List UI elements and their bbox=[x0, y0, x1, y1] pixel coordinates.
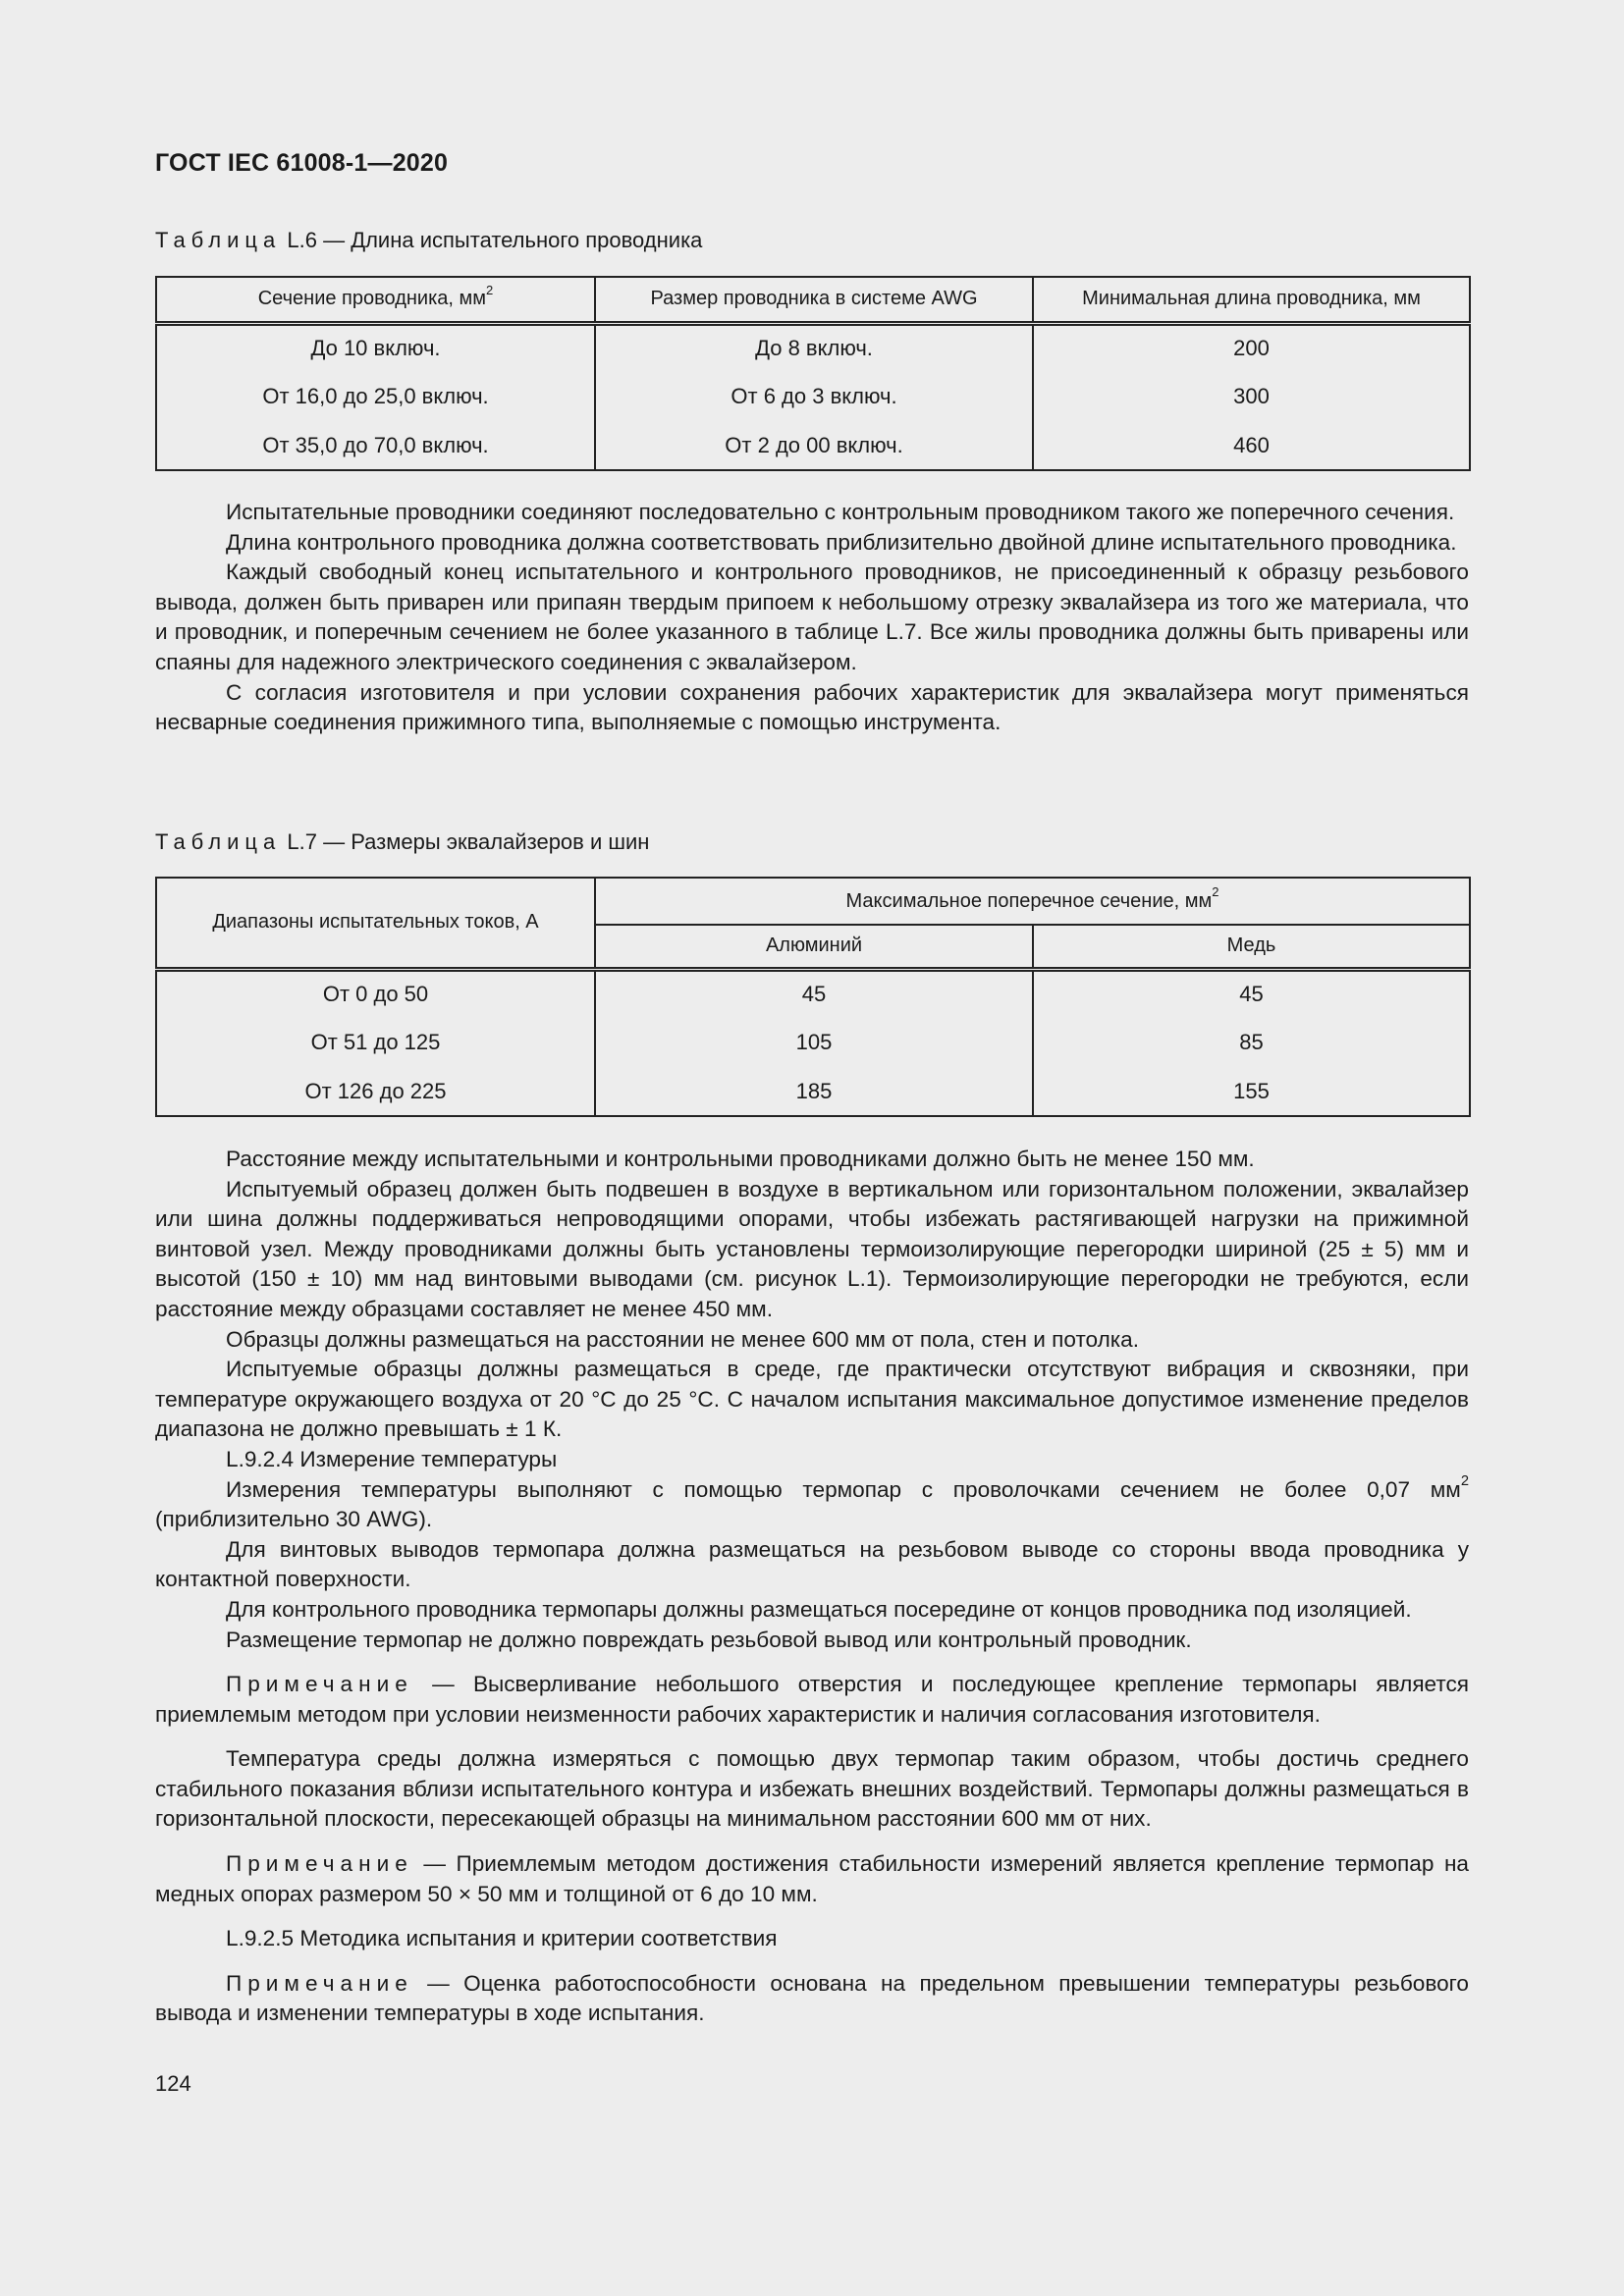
table-cell: 45 bbox=[595, 969, 1033, 1018]
table-cell: От 126 до 225 bbox=[156, 1067, 595, 1116]
table-l7-header-copper: Медь bbox=[1033, 925, 1470, 969]
table-cell: 155 bbox=[1033, 1067, 1470, 1116]
table-l6-header-section: Сечение проводника, $мм^2$ bbox=[156, 277, 595, 323]
paragraph: Испытуемый образец должен быть подвешен в воздухе в вертикальном или горизонтальном положении, эквалайзер или шина должны поддерживаться непроводящими опорами, чтобы избежать растягивающей нагрузки на прижимной винтовой узел. Между проводниками должны быть установлены термоизолирующие перегородки шириной (25 ± 5) мм и высотой (150 ± 10) мм над винтовыми выводами (см. рисунок L.1). Термоизолирующие перегородки не требуются, если расстояние между образцами составляет не менее 450 мм. bbox=[155, 1176, 1469, 1321]
table-row bbox=[156, 421, 1470, 470]
table-l7-header-aluminium: Алюминий bbox=[595, 925, 1033, 969]
document-id-header: ГОСТ IEC 61008-1—2020 bbox=[155, 149, 449, 177]
table-l6-header-length: Минимальная длина проводника, мм bbox=[1033, 277, 1470, 323]
paragraph-block-1 bbox=[155, 498, 1469, 738]
table-cell: От 35,0 до 70,0 включ. bbox=[156, 421, 595, 470]
table-cell: От 51 до 125 bbox=[156, 1018, 595, 1067]
table-l6-caption-text: L.6 — Длина испытательного проводника bbox=[287, 228, 703, 252]
section-heading: L.9.2.5 Методика испытания и критерии соответствия bbox=[226, 1926, 778, 1951]
paragraph-block-2 bbox=[155, 1145, 1469, 2029]
paragraph: Расстояние между испытательными и контрольными проводниками должно быть не менее 150 мм. bbox=[226, 1147, 1255, 1171]
table-cell: От 16,0 до 25,0 включ. bbox=[156, 372, 595, 421]
table-l7-caption-word: Таблица bbox=[155, 829, 282, 854]
table-cell: 185 bbox=[595, 1067, 1033, 1116]
table-cell: 45 bbox=[1033, 969, 1470, 1018]
table-row bbox=[156, 372, 1470, 421]
table-l6-header-awg: Размер проводника в системе AWG bbox=[595, 277, 1033, 323]
table-cell: От 6 до 3 включ. bbox=[595, 372, 1033, 421]
table-l7 bbox=[155, 877, 1471, 1117]
page-number: 124 bbox=[155, 2071, 191, 2096]
paragraph: Для винтовых выводов термопара должна размещаться на резьбовом выводе со стороны ввода проводника у контактной поверхности. bbox=[155, 1536, 1469, 1592]
table-row bbox=[156, 323, 1470, 372]
paragraph: С согласия изготовителя и при условии сохранения рабочих характеристик для эквалайзера могут применяться несварные соединения прижимного типа, выполняемые с помощью инструмента. bbox=[155, 679, 1469, 735]
table-row bbox=[156, 1018, 1470, 1067]
table-l6 bbox=[155, 276, 1471, 471]
paragraph: Измерения температуры выполняют с помощью термопар с проволочками сечением не более 0,07 $мм^2$ (приблизительно 30 AWG). bbox=[155, 1473, 1469, 1532]
paragraph: Испытательные проводники соединяют последовательно с контрольным проводником такого же поперечного сечения. bbox=[226, 500, 1455, 524]
section-heading: L.9.2.4 Измерение температуры bbox=[226, 1446, 558, 1471]
table-cell: 460 bbox=[1033, 421, 1470, 470]
paragraph: Длина контрольного проводника должна соответствовать приблизительно двойной длине испытательного проводника. bbox=[226, 529, 1457, 555]
paragraph: Испытуемые образцы должны размещаться в среде, где практически отсутствуют вибрация и сквозняки, при температуре окружающего воздуха от 20 °С до 25 °С. С началом испытания максимальное допустимое изменение пределов диапазона не должно превышать ± 1 К. bbox=[155, 1357, 1469, 1442]
table-row bbox=[156, 969, 1470, 1018]
table-l7-header-range: Диапазоны испытательных токов, А bbox=[156, 878, 595, 969]
table-cell: 200 bbox=[1033, 323, 1470, 372]
paragraph: Образцы должны размещаться на расстоянии не менее 600 мм от пола, стен и потолка. bbox=[226, 1326, 1140, 1352]
note: Примечание — Высверливание небольшого отверстия и последующее крепление термопары является приемлемым методом при условии неизменности рабочих характеристик и наличия согласования изготовителя. bbox=[155, 1672, 1469, 1727]
note: Примечание — Приемлемым методом достижения стабильности измерений является крепление термопар на медных опорах размером 50 × 50 мм и толщиной от 6 до 10 мм. bbox=[155, 1851, 1469, 1906]
table-l6-caption-word: Таблица bbox=[155, 228, 282, 252]
note: Примечание — Оценка работоспособности основана на предельном превышении температуры резьбового вывода и изменении температуры в ходе испытания. bbox=[155, 1970, 1469, 2026]
table-row bbox=[156, 1067, 1470, 1116]
table-cell: От 2 до 00 включ. bbox=[595, 421, 1033, 470]
paragraph: Размещение термопар не должно повреждать резьбовой вывод или контрольный проводник. bbox=[226, 1627, 1192, 1652]
table-cell: 300 bbox=[1033, 372, 1470, 421]
table-cell: 105 bbox=[595, 1018, 1033, 1067]
paragraph: Для контрольного проводника термопары должны размещаться посередине от концов проводника под изоляцией. bbox=[226, 1596, 1412, 1622]
table-cell: До 10 включ. bbox=[156, 323, 595, 372]
table-cell: 85 bbox=[1033, 1018, 1470, 1067]
paragraph: Температура среды должна измеряться с помощью двух термопар таким образом, чтобы достичь среднего стабильного показания вблизи испытательного контура и избежать внешних воздействий. Термопары должны размещаться в горизонтальной плоскости, пересекающей образцы на минимальном расстоянии 600 мм от них. bbox=[155, 1746, 1469, 1832]
table-l6-caption bbox=[155, 228, 702, 253]
table-cell: До 8 включ. bbox=[595, 323, 1033, 372]
table-l7-caption-text: L.7 — Размеры эквалайзеров и шин bbox=[287, 829, 650, 854]
table-cell: От 0 до 50 bbox=[156, 969, 595, 1018]
table-l7-header-group: Максимальное поперечное сечение, $мм^2$ bbox=[595, 878, 1470, 925]
table-l7-caption bbox=[155, 829, 649, 855]
paragraph: Каждый свободный конец испытательного и контрольного проводников, не присоединенный к образцу резьбового вывода, должен быть приварен или припаян твердым припоем к небольшому отрезку эквалайзера из того же материала, что и проводник, и поперечным сечением не более указанного в таблице L.7. Все жилы проводника должны быть приварены или спаяны для надежного электрического соединения с эквалайзером. bbox=[155, 560, 1469, 674]
